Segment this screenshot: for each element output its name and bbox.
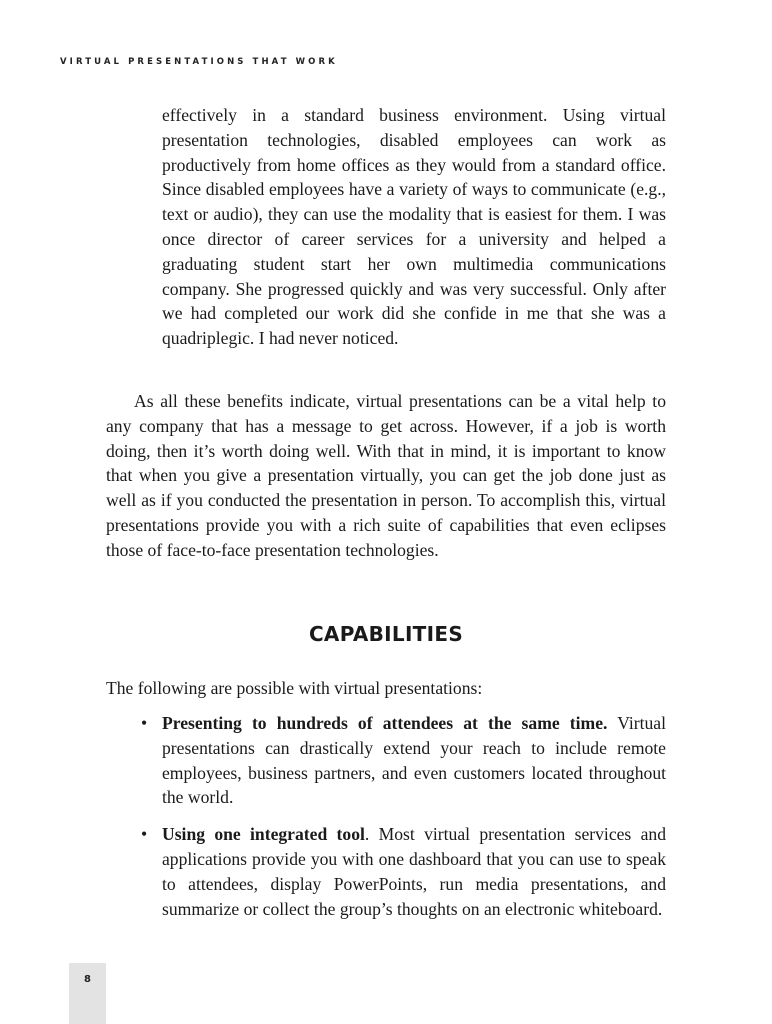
section-heading: CAPABILITIES	[308, 622, 464, 646]
capabilities-list	[141, 711, 666, 933]
bullet-text: . Most virtual presentation services and applications provide you with one dashboard that you can use to speak to attendees, display PowerPoints, run media presentations, and summarize or collect the group’s thoughts on an electronic whiteboard.	[162, 824, 666, 919]
list-item	[141, 711, 666, 810]
bullet-lead: Presenting to hundreds of attendees at the same time.	[162, 713, 608, 733]
body-paragraph: As all these benefits indicate, virtual presentations can be a vital help to any company that has a message to get across. However, if a job is worth doing, then it’s worth doing well. With that in mind, it is important to know that when you give a presentation virtually, you can get the job done just as well as if you conducted the presentation in person. To accomplish this, virtual presentations provide you with a rich suite of capabilities that even eclipses those of face-to-face presentation technologies.	[106, 391, 666, 560]
block-quote: effectively in a standard business environment. Using virtual presentation technologies, disabled employees can work as productively from home offices as they would from a standard office. Since disabled employees have a variety of ways to communicate (e.g., text or audio), they can use the modality that is easiest for them. I was once director of career services for a university and helped a graduating student start her own multimedia communications company. She progressed quickly and was very successful. Only after we had completed our work did she confide in me that she was a quadriplegic. I had never noticed.	[162, 105, 666, 349]
list-item	[141, 822, 666, 921]
page-number-tab	[69, 963, 106, 1024]
running-head: VIRTUAL PRESENTATIONS THAT WORK	[60, 57, 338, 67]
bullet-icon: •	[141, 713, 148, 733]
page-number: 8	[84, 974, 91, 985]
bullet-text: Virtual presentations can drastically extend your reach to include remote employees, business partners, and even customers located throughout the world.	[162, 713, 666, 808]
list-intro: The following are possible with virtual presentations:	[106, 678, 483, 698]
bullet-lead: Using one integrated tool	[162, 824, 365, 845]
bullet-icon: •	[141, 824, 148, 845]
